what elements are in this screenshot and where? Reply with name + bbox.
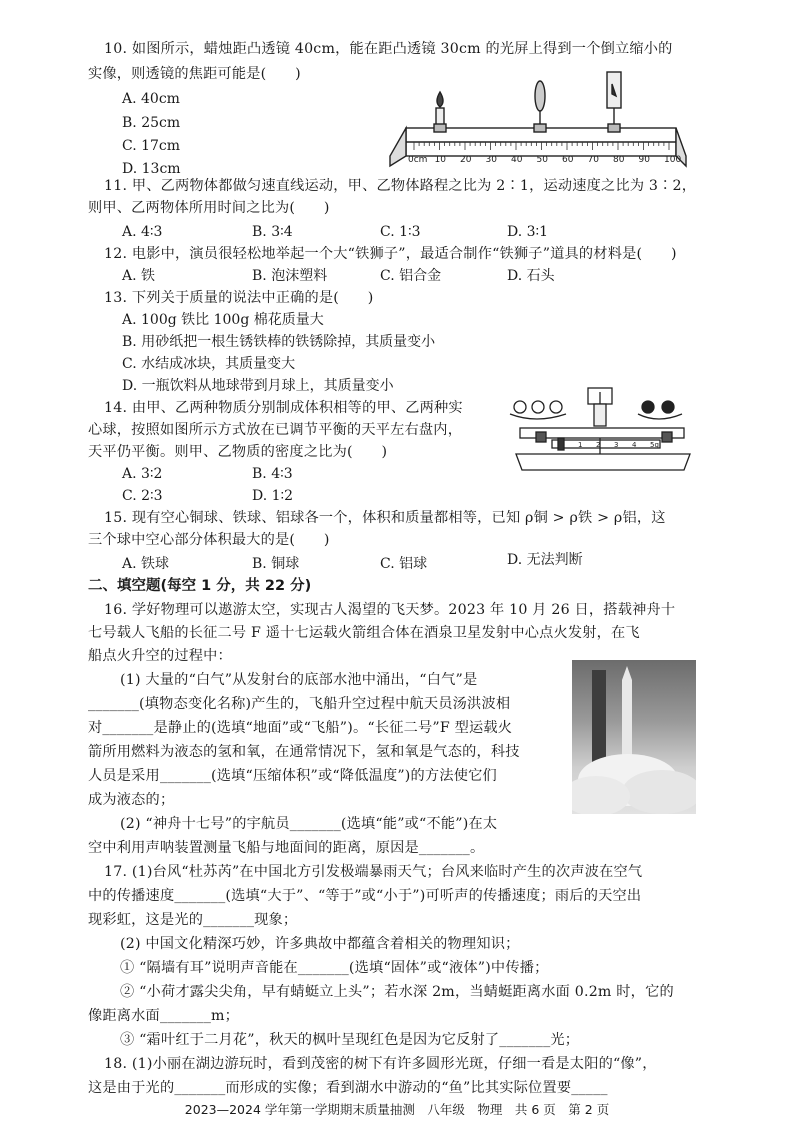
ruler-label: 10 [434,155,446,165]
q16-line8: 人员是采用_______(选填“压缩体积”或“降低温度”)的方法使它们 [88,768,497,784]
q10-stem-line1: 10. 如图所示，蜡烛距凸透镜 40cm，能在距凸透镜 30cm 的光屏上得到一个倒立缩小的 [104,41,673,57]
q15-stem-line1: 15. 现有空心铜球、铁球、铝球各一个，体积和质量都相等，已知 ρ铜 > ρ铁 > ρ铝，这 [104,510,666,526]
q18-line2: 这是由于光的_______而形成的实像；看到湖水中游动的“鱼”比其实际位置要_____ [88,1080,608,1096]
q11-stem-line2: 则甲、乙两物体所用时间之比为( ) [88,200,330,216]
q10-option-c: C. 17cm [122,138,181,154]
q13-option-c: C. 水结成冰块，其质量变大 [122,356,296,372]
ball-yi [642,401,654,413]
ruler-label: 50 [536,155,548,165]
q10-option-b: B. 25cm [122,115,181,131]
q16-line10: (2) “神舟十七号”的宇航员_______(选填“能”或“不能”)在太 [120,816,498,832]
q14-stem-line3: 天平仍平衡。则甲、乙物质的密度之比为( ) [88,444,388,460]
ruler-label: 80 [613,155,625,165]
q12-option-a: A. 铁 [122,268,156,284]
q17-line4: (2) 中国文化精深巧妙，许多典故中都蕴含着相关的物理知识； [120,936,520,952]
ruler-label: 70 [587,155,599,165]
q16-line7: 箭所用燃料为液态的氢和氧，在通常情况下，氢和氧是气态的，科技 [88,744,520,760]
rider-scale-label: 1 [578,441,583,449]
q14-option-c: C. 2∶3 [122,488,163,504]
q11-option-a: A. 4∶3 [122,224,163,240]
q12-option-b: B. 泡沫塑料 [252,268,328,284]
q13-option-d: D. 一瓶饮料从地球带到月球上，其质量变小 [122,378,394,394]
q13-option-a: A. 100g 铁比 100g 棉花质量大 [122,312,324,328]
rocket-illustration [572,660,696,814]
q12-option-c: C. 铝合金 [380,268,442,284]
q10-option-a: A. 40cm [122,91,180,107]
q17-line7: 像距离水面_______m； [88,1008,240,1024]
q16-line2: 七号载人飞船的长征二号 F 遥十七运载火箭组合体在酒泉卫星发射中心点火发射，在飞 [88,625,640,641]
ruler-label: 60 [562,155,574,165]
rider-scale-label: 2 [596,441,601,449]
q17-line1: 17. (1)台风“杜苏芮”在中国北方引发极端暴雨天气；台风来临时产生的次声波在空气 [104,864,643,880]
q17-line8: ③ “霜叶红于二月花”，秋天的枫叶呈现红色是因为它反射了_______光； [120,1032,580,1048]
ball-jia [532,401,544,413]
candle-flame [437,92,443,107]
q10-option-d: D. 13cm [122,161,181,177]
ruler-label: 30 [485,155,497,165]
q18-line1: 18. (1)小丽在湖边游玩时，看到茂密的树下有许多圆形光斑，仔细一看是太阳的“像”， [104,1056,657,1072]
q16-line6: 对_______是静止的(选填“地面”或“飞船”)。“长征二号”F 型运载火 [88,720,513,736]
q11-option-c: C. 1∶3 [380,224,421,240]
q11-option-d: D. 3∶1 [507,224,549,240]
q17-line5: ① “隔墙有耳”说明声音能在_______(选填“固体”或“液体”)中传播； [120,960,549,976]
ruler-label: 40 [511,155,523,165]
q15-option-a: A. 铁球 [122,556,170,572]
q11-stem-line1: 11. 甲、乙两物体都做匀速直线运动，甲、乙物体路程之比为 2∶1，运动速度之比为 3∶2， [104,178,697,194]
balance-figure [506,384,698,482]
ruler-label: 20 [460,155,472,165]
q14-option-b: B. 4∶3 [252,466,293,482]
q15-option-b: B. 铜球 [252,556,300,572]
q17-line2: 中的传播速度_______(选填“大于”、“等于”或“小于”)可听声的传播速度；雨后的天空出 [88,888,642,904]
ball-jia [514,401,526,413]
q15-option-c: C. 铝球 [380,556,428,572]
q13-stem: 13. 下列关于质量的说法中正确的是( ) [104,290,374,306]
q16-line1: 16. 学好物理可以遨游太空，实现古人渴望的飞天梦。2023 年 10 月 26 日，搭载神舟十 [104,602,676,618]
ruler-ticks [414,142,669,150]
q10-stem-line2: 实像，则透镜的焦距可能是( ) [88,66,301,82]
ruler-label: 90 [638,155,650,165]
q14-option-a: A. 3∶2 [122,466,163,482]
optical-bench-figure [384,70,690,176]
q13-option-b: B. 用砂纸把一根生锈铁棒的铁锈除掉，其质量变小 [122,334,436,350]
ruler-label: 100 [664,155,682,165]
q15-stem-line2: 三个球中空心部分体积最大的是( ) [88,532,330,548]
ruler-label: 0cm [408,155,428,165]
q14-stem-line1: 14. 由甲、乙两种物质分别制成体积相等的甲、乙两种实 [104,400,463,416]
q17-line6: ② “小荷才露尖尖角，早有蜻蜓立上头”；若水深 2m，当蜻蜓距离水面 0.2m 时，它的 [120,984,674,1000]
q14-stem-line2: 心球，按照如图所示方式放在已调节平衡的天平左右盘内， [88,422,463,438]
rider-scale-label: 3 [614,441,619,449]
rider [558,438,564,450]
q12-stem: 12. 电影中，演员很轻松地举起一个大“铁狮子”，最适合制作“铁狮子”道具的材料是( ) [104,246,677,262]
ball-yi [662,401,674,413]
q12-option-d: D. 石头 [507,268,555,284]
q11-option-b: B. 3∶4 [252,224,293,240]
balance-base [516,454,690,470]
q16-line4: (1) 大量的“白气”从发射台的底部水池中涌出，“白气”是 [120,672,478,688]
q16-line5: _______(填物态变化名称)产生的，飞船升空过程中航天员汤洪波相 [88,696,511,712]
section-heading-fill-in: 二、填空题(每空 1 分，共 22 分) [88,578,312,594]
page-footer: 2023—2024 学年第一学期期末质量抽测 八年级 物理 共 6 页 第 2 页 [184,1102,610,1117]
rider-scale-label: 5g [650,441,659,449]
q17-line3: 现彩虹，这是光的_______现象； [88,912,298,928]
rocket-launch-photo [572,660,696,814]
q15-option-d: D. 无法判断 [507,552,583,568]
q16-line11: 空中利用声呐装置测量飞船与地面间的距离，原因是_______。 [88,840,485,856]
ball-jia [550,401,562,413]
q14-option-d: D. 1∶2 [252,488,294,504]
rider-scale-label: 4 [632,441,637,449]
q16-line9: 成为液态的； [88,792,175,808]
convex-lens [535,81,545,111]
rider-scale [552,440,660,448]
q16-line3: 船点火升空的过程中： [88,648,232,664]
rocket-body [622,680,632,760]
